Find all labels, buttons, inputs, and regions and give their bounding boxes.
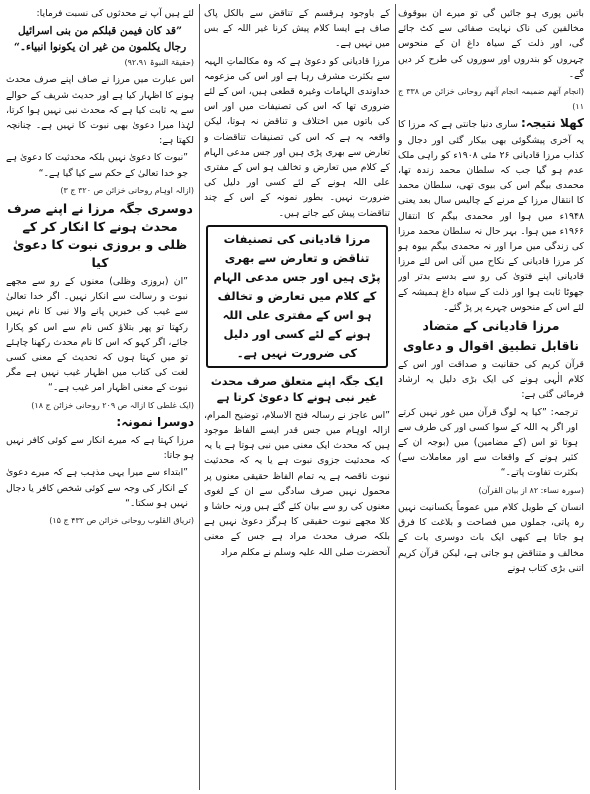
- paragraph: مرزا قادیانی کو دعویٰ ہے کہ وہ مکالماتِ الہیہ سے بکثرت مشرف رہا ہے اور اس کی مزعومہ خداوندی الہامات وغیرہ قطعی ہیں، اس کے لئے ضروری تھا کہ اس کی تصنیفات میں اور اس کی باتوں میں اختلاف و تناقض نہ ہوتا، لیکن واقعہ یہ ہے کہ اس کی تصنیفات تناقضات و تعارض سے بھری پڑی ہیں اور جس مدعی الہام کے کلام میں تعارض و تخالف ہو اس کے مفتری علی اللہ ہونے کے لئے کسی اور دلیل کی ضرورت نہیں۔ بطور نمونہ کے اس کے چند تناقضات پیش کیے جاتے ہیں۔: [204, 55, 390, 219]
- left-column: [6, 6, 194, 788]
- arabic-hadith: ”قد کان فیمن قبلکم من بنی اسرائیل رجال یکلمون من غیر ان یکونوا انبیاء۔“: [13, 25, 187, 54]
- inline-heading: کھلا نتیجہ:: [520, 116, 584, 131]
- section-heading: ناقابل تطبیق اقوال و دعاوی: [403, 338, 579, 354]
- reference: (سورہ نساء: ۸۲ از بیان القرآن): [478, 485, 584, 495]
- middle-column: [204, 6, 390, 788]
- reference: (انجام آتھم ضمیمہ انجام آتھم روحانی خزائن ص ۳۳۸ ج ۱۱): [398, 87, 584, 112]
- reference: (ازالہ اوہام روحانی خزائن ص ۳۲۰ ج ۳): [60, 185, 194, 195]
- quotation: ”اس عاجز نے رسالہ فتح الاسلام، توضیح المرام، ازالہ اوہام میں جس قدر ایسے الفاظ موجود ہیں کہ محدث ایک معنی میں نبی ہوتا ہے یا یہ کہ محدثیت جزوی نبوت ہے یا یہ کہ محدثیت نبوت ناقصہ ہے یہ تمام الفاظ حقیقی معنوں پر محمول نہیں صرف سادگی سے ان کے لغوی معنوں کی رو سے بیان کئے گئے ہیں ورنہ حاشا و کلا مجھے نبوت حقیقی کا ہرگز دعویٰ نہیں ہے بلکہ صرف محدث مراد ہے جس کے معنی آنحضرت صلی اللہ علیہ وسلم نے مکلم مراد: [204, 409, 390, 558]
- inline-heading: دوسرا نمونہ:: [116, 414, 194, 429]
- paragraph: [6, 415, 194, 431]
- quotation: ترجمہ: ”کیا یہ لوگ قرآن میں غور نہیں کرتے اور اگر یہ اللہ کے سوا کسی اور کی طرف سے ہوتا تو اس (کے مضامین) میں (بوجہ ان کے کثیر ہونے کے واقعات سے اور معاملات سے) بکثرت تفاوت پاتے۔“: [398, 406, 578, 479]
- quotation: ”ان (بروزی وظلی) معنوں کے رو سے مجھے نبوت و رسالت سے انکار نہیں۔ اگر خدا تعالیٰ سے غیب کی خبریں پانے والا نبی کا نام نہیں رکھتا تو پھر بتلاؤ کس نام سے اس کو پکارا جائے، اگر کہو کہ اس کا نام محدث رکھنا چاہئے تو میں کہتا ہوں کہ تحدیث کے معنی کسی لغت کی کتاب میں اظہار غیب نہیں ہے مگر نبوت کے معنی اظہار امر غیب ہے۔“: [6, 276, 188, 394]
- quotation: ”ابتداء سے میرا یہی مذہب ہے کہ میرے دعویٰ کے انکار کی وجہ سے کوئی شخص کافر یا دجال نہیں ہو سکتا۔“: [6, 467, 188, 509]
- section-heading: دوسری جگہ مرزا نے اپنے صرف محدث ہونے کا انکار کر کے ظلی و بروزی نبوت کا دعویٰ کیا: [7, 201, 193, 271]
- quotation: ”نبوت کا دعویٰ نہیں بلکہ محدثیت کا دعویٰ ہے جو خدا تعالیٰ کے حکم سے کیا گیا ہے۔“: [6, 152, 188, 179]
- paragraph: [398, 116, 584, 315]
- paragraph: قرآن کریم کی حقانیت و صداقت اور اس کے کلام الٰہی ہونے کی ایک بڑی دلیل یہ ارشاد فرمائی گئی ہے:: [398, 359, 584, 401]
- reference: (ایک غلطی کا ازالہ ص ۲۰۹ روحانی خزائن ج ۱۸): [31, 400, 194, 410]
- section-heading: مرزا قادیانی کے متضاد: [422, 318, 560, 334]
- paragraph: اس عبارت میں مرزا نے صاف اپنے صرف محدث ہونے کا اظہار کیا ہے اور حدیث شریف کے حوالے سے یہ ثابت کیا ہے کہ محدث نبی نہیں ہوا کرتا، لہٰذا میرا دعویٰ بھی نبوت کا نہیں ہے۔ چنانچہ لکھتا ہے:: [6, 74, 194, 147]
- paragraph-text: ساری دنیا جانتی ہے کہ مرزا کا یہ آخری پیشگوئی بھی بیکار گئی اور دجال و کذاب مرزا قادیانی ۲۶ مئی ۱۹۰۸ء کو راہی ملک عدم ہو گیا جب کہ سلطان محمد زندہ تھا، محمدی بیگم اس کی بیوی تھی، سلطان محمد کا انتقال مرزا کے مرنے کے چالیس سال بعد یعنی ۱۹۴۸ء میں ہوا اور محمدی بیگم کا انتقال ۱۹۶۶ء میں ہوا۔ بہر حال نہ سلطان محمد مرزا کی زندگی میں مرا اور نہ محمدی بیگم بیوہ ہو کر مرزا قادیانی کے نکاح میں آئی اس لئے مرزا قادیانی اپنے فتویٰ کی رو سے بدسے بدتر اور جھوٹا ثابت ہوا اور ذلت کے سیاہ داغ ہمیشہ کے لئے اس کے منحوس چہرے پر پڑ گئے۔: [398, 119, 584, 313]
- right-column: [398, 6, 584, 788]
- column-divider: [199, 4, 200, 790]
- paragraph: باتیں پوری ہو جائیں گی تو میرے ان بیوقوف مخالفین کی ناک نہایت صفائی سے کٹ جائے گی، اور ذلت کے سیاہ داغ ان کے منحوس چہروں کو بندروں اور سوروں کی طرح کر دیں گے۔: [398, 8, 584, 80]
- paragraph: کے باوجود ہرقسم کے تناقض سے بالکل پاک صاف ہے ایسا کلام پیش کرنا غیر اللہ کے بس میں نہیں ہے۔: [204, 8, 390, 50]
- column-divider: [395, 4, 396, 790]
- reference: (حقیقۃ النبوۃ ۹۲،۹۱): [124, 58, 194, 68]
- paragraph: انسان کے طویل کلام میں عموماً یکسانیت نہیں رہ پاتی، جملوں میں فصاحت و بلاغت کا فرق ہو جاتا ہے کبھی ایک بات دوسری بات کے مخالف و متناقض ہو جاتی ہے، لیکن قرآن کریم اتنی بڑی کتاب ہونے: [398, 501, 584, 574]
- paragraph: لئے ہیں آپ نے محدثوں کی نسبت فرمایا:: [36, 8, 194, 19]
- paragraph: مرزا کہتا ہے کہ میرے انکار سے کوئی کافر نہیں ہو جاتا:: [6, 435, 194, 462]
- section-heading: ایک جگہ اپنے متعلق صرف محدث غیر نبی ہونے کا دعویٰ کرتا ہے: [210, 374, 384, 404]
- highlighted-box: مرزا قادیانی کی تصنیفات تناقض و تعارض سے بھری پڑی ہیں اور جس مدعی الہام کے کلام میں تعارض و تخالف ہو اس کے مفتری علی اللہ ہونے کے لئے کسی اور دلیل کی ضرورت نہیں ہے۔: [206, 225, 388, 368]
- reference: (تریاق القلوب روحانی خزائن ص ۴۳۲ ج ۱۵): [49, 516, 194, 526]
